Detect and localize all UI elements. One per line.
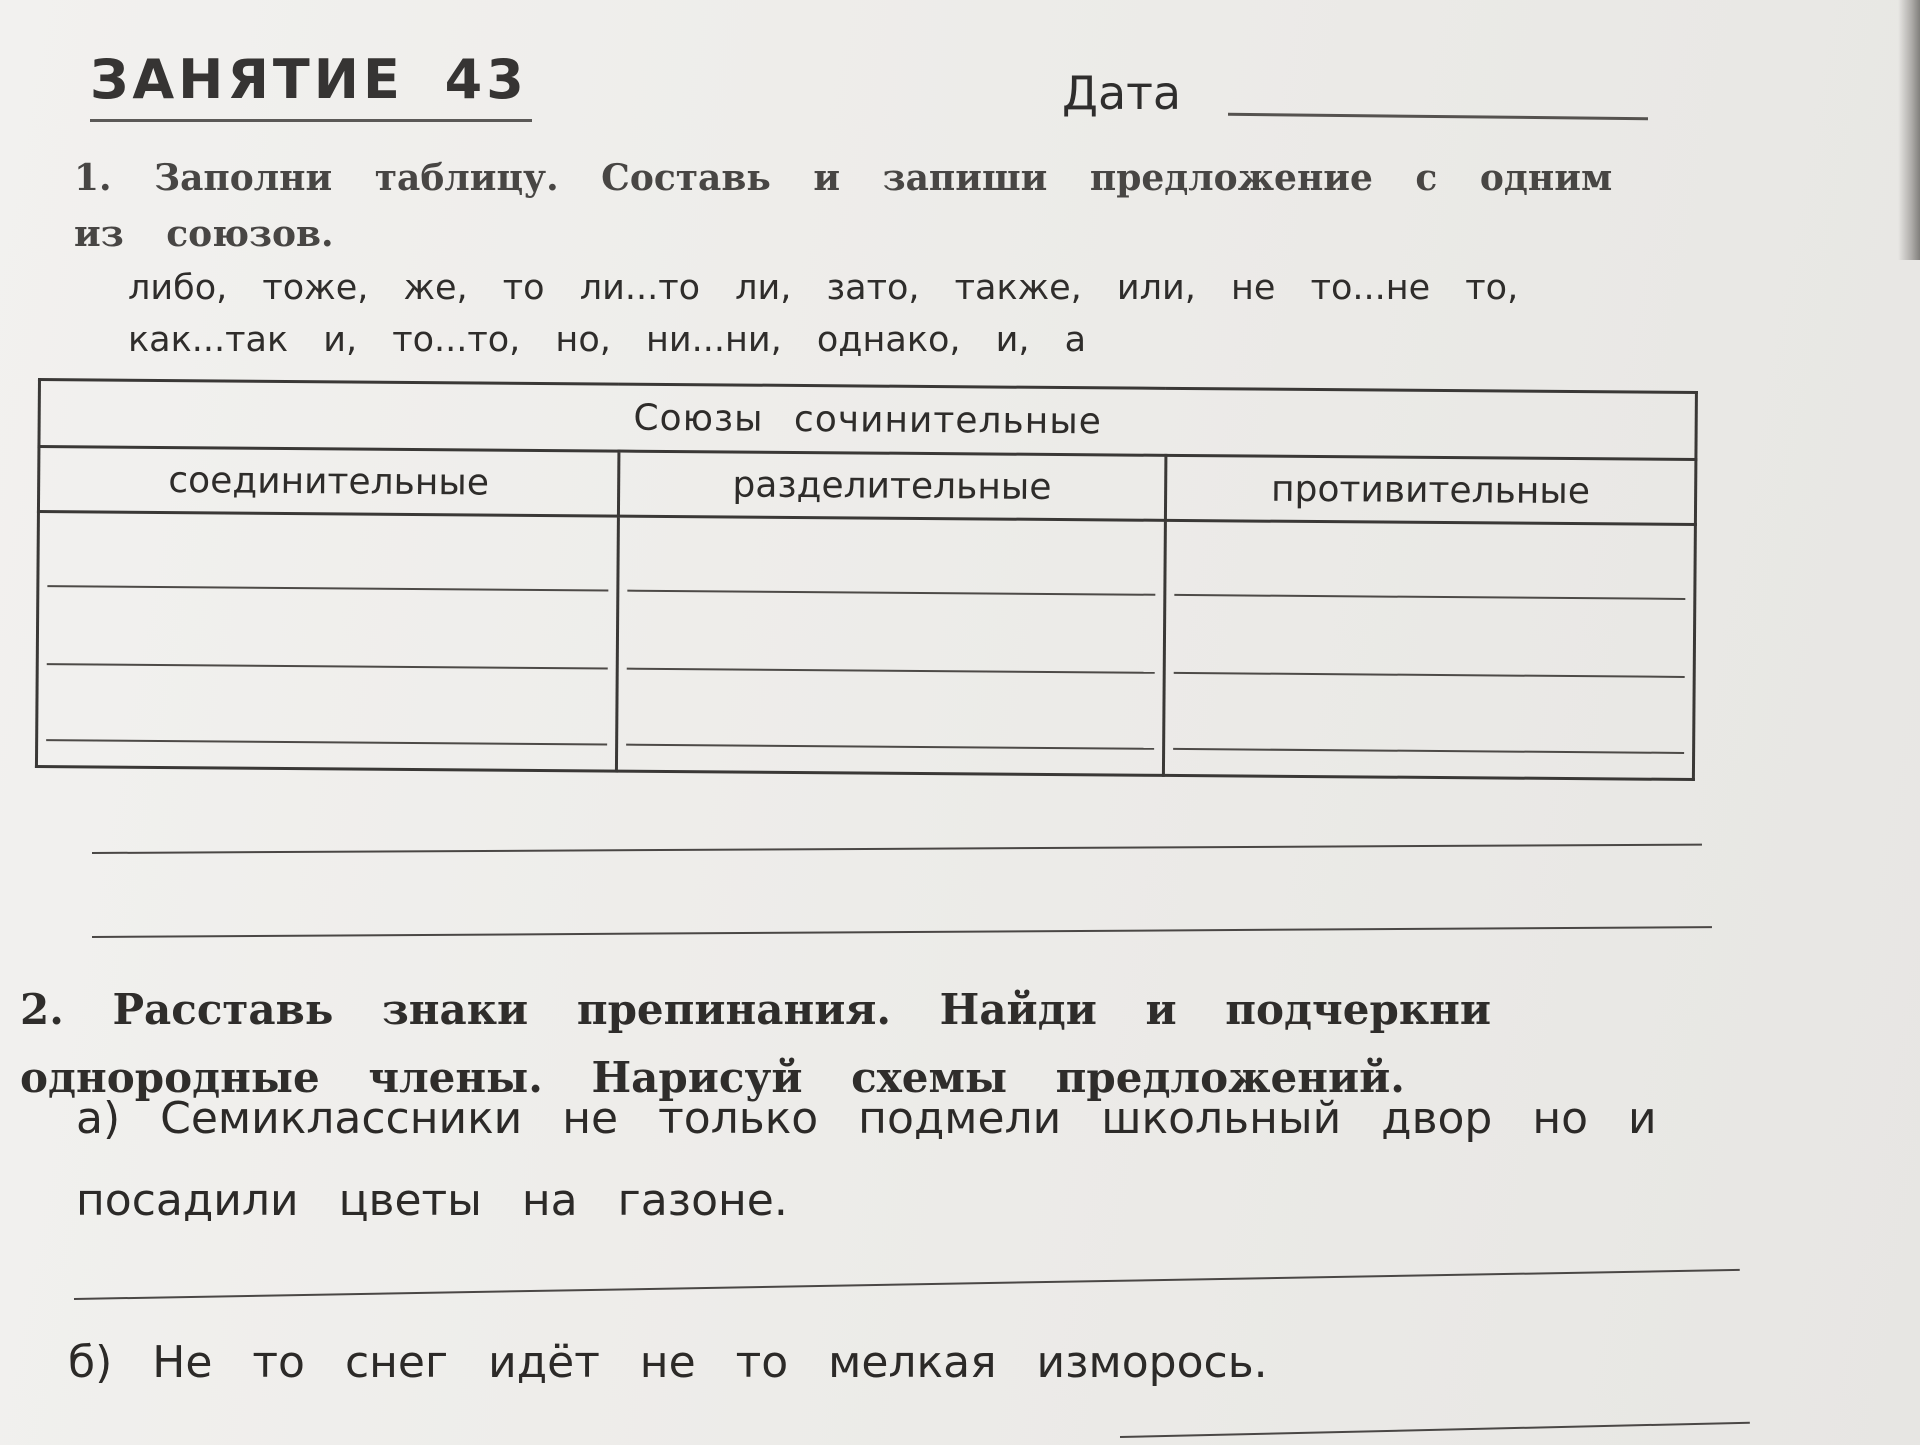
conjunction-table-wrap (35, 378, 1698, 781)
write-line (1174, 594, 1685, 600)
page-edge-shadow (1898, 0, 1920, 260)
sentence-b: б) Не то снег идёт не то мелкая изморось. (68, 1337, 1268, 1388)
table-cell-adversative[interactable] (1163, 520, 1695, 779)
write-line (627, 668, 1155, 674)
answer-line[interactable] (92, 926, 1712, 938)
write-line (1173, 672, 1684, 678)
table-title: Союзы сочинительные (39, 380, 1696, 460)
task1-instruction: 1. Заполни таблицу. Составь и запиши предложение с одним из союзов. (74, 157, 1613, 255)
answer-line[interactable] (74, 1269, 1740, 1300)
date-write-line[interactable] (1228, 113, 1648, 120)
table-cell-connective[interactable] (36, 512, 618, 772)
write-line (47, 585, 608, 591)
write-line (47, 663, 608, 669)
write-line (1173, 748, 1684, 754)
conjunction-list (128, 262, 1668, 366)
table-cell-disjunctive[interactable] (616, 516, 1165, 775)
conjunction-table (35, 378, 1698, 781)
column-header-connective: соединительные (38, 447, 618, 517)
date-label: Дата (1062, 66, 1182, 120)
write-line (626, 744, 1154, 750)
write-line (46, 739, 607, 745)
column-header-disjunctive: разделительные (618, 451, 1165, 520)
sentence-a: а) Семиклассники не только подмели школьный двор но и посадили цветы на газоне. (76, 1093, 1657, 1226)
task2-instruction: 2. Расставь знаки препинания. Найди и подчеркни однородные члены. Нарисуй схемы предложений. (20, 985, 1492, 1102)
answer-line[interactable] (1120, 1422, 1750, 1438)
conjunction-list-line: как...так и, то...то, но, ни...ни, однако, и, а (128, 320, 1087, 360)
conjunction-list-line: либо, тоже, же, то ли...то ли, зато, также, или, не то...не то, (128, 268, 1519, 308)
write-line (627, 590, 1155, 596)
column-header-adversative: противительные (1165, 455, 1696, 524)
answer-line[interactable] (92, 844, 1702, 854)
lesson-title: ЗАНЯТИЕ 43 (90, 48, 532, 122)
